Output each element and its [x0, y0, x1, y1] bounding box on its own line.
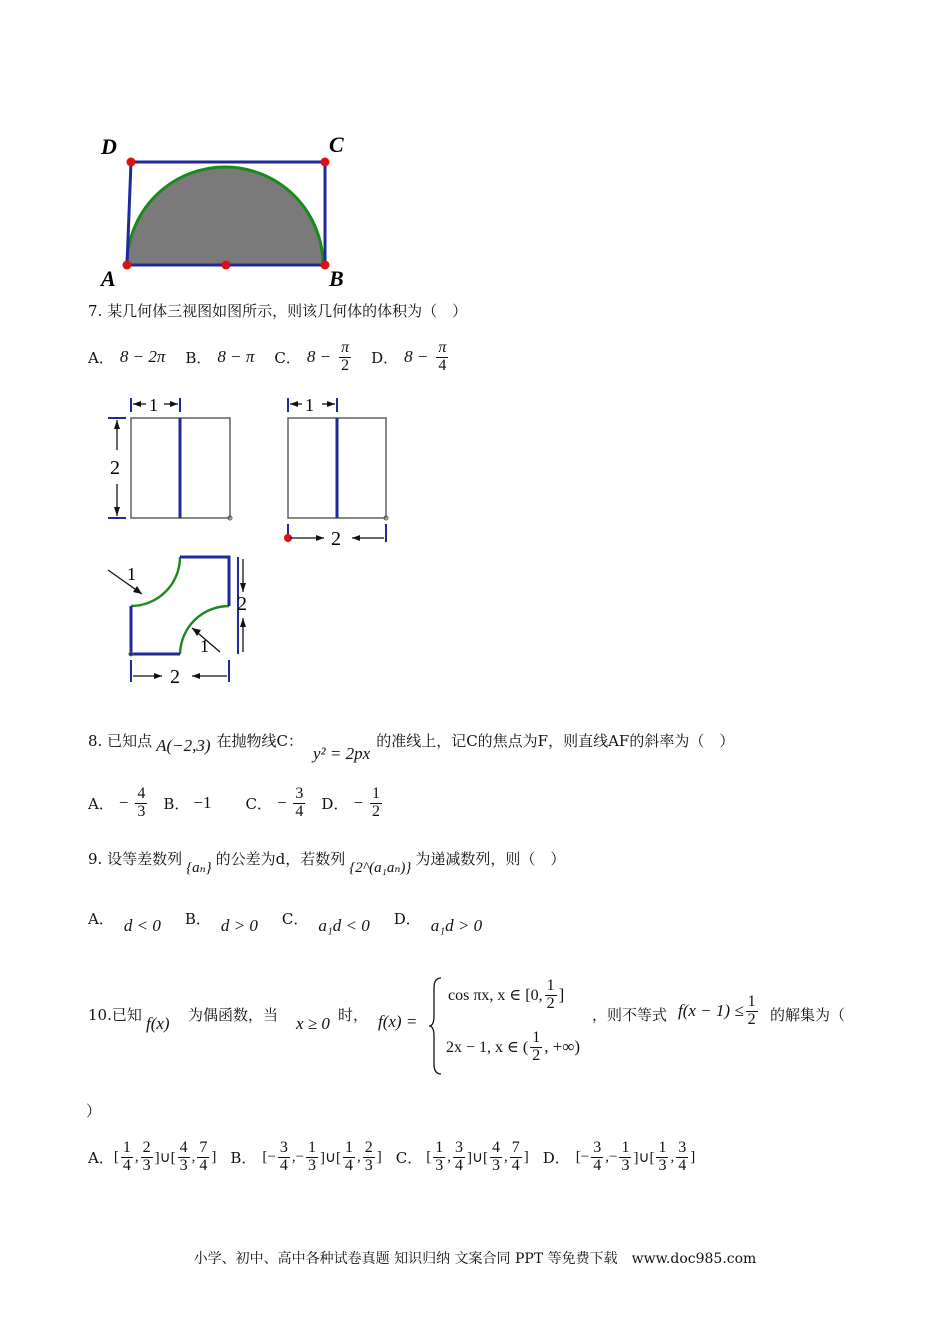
q10-lhs: f(x) =	[378, 1012, 418, 1031]
q7-option-b-label: B．	[185, 348, 212, 367]
num: 2	[142, 1139, 151, 1156]
q7-option-a: 8 − 2π	[119, 347, 166, 367]
q10-mid2: 时，	[338, 1006, 369, 1024]
q8-c-sign: −	[275, 793, 288, 813]
q10-b-close: ]	[376, 1148, 382, 1165]
q10-ineq-frac	[746, 994, 758, 1029]
num: 3	[593, 1139, 602, 1156]
plan-dim-right: 2	[237, 593, 247, 615]
den: 4	[122, 1156, 131, 1174]
q10-d-f1	[591, 1140, 603, 1175]
den: 4	[279, 1156, 288, 1174]
plan-view	[100, 548, 260, 698]
q10-a-close: ]	[211, 1148, 217, 1165]
q8-options	[88, 786, 384, 821]
q10-cond: x ≥ 0	[296, 1014, 330, 1033]
num: 7	[199, 1139, 208, 1156]
q10-option-c-label: C．	[395, 1148, 423, 1167]
q10-a-open: [	[113, 1148, 119, 1165]
q8-d-num: 1	[371, 785, 380, 802]
q10-a-f4	[197, 1140, 209, 1175]
q10-case2-num: 1	[532, 1029, 541, 1046]
num: 3	[455, 1139, 464, 1156]
q10-ineq-num: 1	[747, 993, 756, 1010]
den: 3	[492, 1156, 500, 1174]
den: 3	[308, 1156, 317, 1174]
q7-option-c-label: C．	[274, 348, 301, 367]
q8-c-num: 3	[295, 785, 304, 802]
q10-b-f4	[363, 1140, 375, 1175]
q7-option-d-label: D．	[371, 348, 399, 367]
q10-b-comma: ,−	[291, 1148, 305, 1165]
q10-c-f1	[433, 1140, 445, 1175]
q10-case1-num: 1	[546, 977, 555, 994]
den: 4	[511, 1156, 520, 1174]
q8-stem	[88, 730, 734, 764]
q8-option-b-label: B．	[163, 794, 190, 813]
q10-d-f3	[656, 1140, 668, 1175]
q7-option-d-frac	[436, 340, 448, 375]
den: 4	[455, 1156, 464, 1174]
q9-option-b: d > 0	[220, 916, 258, 935]
num: 1	[621, 1139, 630, 1156]
q9-seq2: {2^(a₁aₙ)}	[349, 860, 412, 876]
q10-b-comma2: ,	[357, 1148, 361, 1165]
q8-point: A(−2,3)	[156, 736, 211, 755]
q8-option-d-frac	[370, 786, 382, 821]
num: 1	[308, 1139, 317, 1156]
num: 3	[279, 1139, 288, 1156]
q10-close: ）	[86, 1102, 102, 1120]
plan-arc1-label: 1	[127, 564, 136, 584]
q10-b-f2	[306, 1140, 318, 1175]
q10-c-f2	[453, 1140, 465, 1175]
q10-d-close: ]	[690, 1148, 696, 1165]
q10-b-f1	[278, 1140, 290, 1175]
q7-option-d-int: 8 −	[404, 347, 429, 367]
q9-option-a-label: A．	[88, 910, 114, 928]
q9-options	[88, 908, 482, 936]
q10-case1-text: cos πx, x ∈ [0,	[448, 987, 543, 1005]
q9-option-b-label: B．	[184, 910, 211, 928]
num: 1	[345, 1139, 354, 1156]
q10-c-comma2: ,	[504, 1148, 508, 1165]
q8-a-num: 4	[137, 785, 146, 802]
q8-option-c-frac	[293, 786, 305, 821]
q7-c-den: 2	[341, 356, 350, 374]
side-dim-top: 1	[305, 395, 314, 415]
q10-c-comma: ,	[447, 1148, 452, 1165]
den: 4	[199, 1156, 208, 1174]
den: 4	[345, 1156, 354, 1174]
q7-option-c-frac	[339, 340, 351, 375]
q10-ineq-text: f(x − 1) ≤	[678, 1001, 744, 1021]
front-dim-top: 1	[149, 395, 158, 415]
q7-options	[88, 340, 450, 375]
q10-options	[88, 1140, 695, 1175]
q10-suffix: 的解集为（	[770, 1006, 846, 1024]
q8-option-b: −1	[193, 793, 212, 813]
q10-ineq-den: 2	[747, 1010, 756, 1028]
page-footer: 小学、初中、高中各种试卷真题 知识归纳 文案合同 PPT 等免费下载 www.doc985.com	[193, 1251, 757, 1267]
q7-c-num: π	[341, 339, 350, 356]
q10-prefix: 10.已知	[88, 1006, 142, 1024]
q10-d-open: [−	[575, 1148, 590, 1165]
q8-suffix: 的准线上，记C的焦点为F，则直线AF的斜率为（ ）	[376, 732, 735, 750]
front-dim-left: 2	[110, 457, 120, 479]
den: 3	[621, 1156, 630, 1174]
side-dim-bottom: 2	[331, 528, 341, 550]
rectangle-semicircle-figure	[95, 128, 365, 288]
plan-dim-bottom: 2	[170, 666, 180, 688]
q10-fx: f(x)	[146, 1014, 170, 1033]
q10-c-f4	[510, 1140, 522, 1175]
q10-a-f3	[178, 1140, 190, 1175]
q8-c-den: 4	[295, 802, 304, 820]
den: 3	[142, 1156, 151, 1174]
num: 4	[492, 1139, 500, 1156]
q7-d-num: π	[438, 339, 447, 356]
q10-case1	[448, 978, 564, 1013]
q10-ineq	[678, 994, 760, 1029]
den: 3	[179, 1156, 188, 1174]
num: 2	[364, 1139, 373, 1156]
q8-option-d-label: D．	[321, 794, 349, 813]
q10-b-open: [−	[262, 1148, 276, 1165]
q8-d-sign: −	[352, 793, 364, 813]
q8-a-den: 3	[137, 802, 146, 820]
q10-c-union: ]∪[	[467, 1149, 488, 1166]
num: 1	[435, 1139, 444, 1156]
q10-d-f2	[619, 1140, 631, 1175]
q10-c-open: [	[426, 1148, 432, 1165]
label-B: B	[329, 266, 344, 288]
q10-b-f3	[343, 1140, 355, 1175]
q10-d-comma: ,−	[605, 1148, 618, 1165]
q8-option-c-label: C．	[245, 794, 272, 813]
q10-a-comma: ,	[134, 1148, 139, 1165]
q9-seq1: {aₙ}	[186, 860, 212, 876]
q7-stem: 7. 某几何体三视图如图所示，则该几何体的体积为（ ）	[88, 302, 468, 320]
q10-b-union: ]∪[	[320, 1149, 342, 1166]
q10-d-comma2: ,	[670, 1148, 675, 1165]
q10-a-comma2: ,	[191, 1148, 196, 1165]
q10-option-b-label: B．	[230, 1148, 257, 1167]
q8-a-sign: −	[117, 793, 130, 813]
q9-option-d: a₁d > 0	[430, 916, 483, 935]
q10-case2-text: 2x − 1, x ∈ (	[446, 1039, 529, 1057]
q8-mid: 在抛物线C：	[216, 732, 304, 750]
q8-prefix: 8. 已知点	[88, 732, 153, 750]
q10-option-d-label: D．	[542, 1148, 570, 1167]
den: 4	[678, 1156, 687, 1174]
q9-suffix: 为递减数列，则（ ）	[415, 850, 566, 868]
den: 4	[593, 1156, 602, 1174]
q10-case2-den: 2	[532, 1046, 541, 1064]
q9-option-c: a₁d < 0	[318, 916, 370, 935]
q9-option-a: d < 0	[123, 916, 161, 935]
num: 1	[658, 1139, 667, 1156]
num: 7	[511, 1139, 520, 1156]
q8-option-a-frac	[135, 786, 147, 821]
label-A: A	[101, 266, 116, 288]
q10-c-close: ]	[523, 1148, 529, 1165]
num: 1	[122, 1139, 131, 1156]
q8-parabola: y² = 2px	[313, 744, 371, 763]
q7-d-den: 4	[438, 356, 447, 374]
den: 3	[435, 1156, 444, 1174]
q10-mid3: ，则不等式	[592, 1006, 668, 1024]
q9-stem	[88, 848, 565, 877]
q10-case2-end: , +∞)	[544, 1037, 581, 1057]
q10-a-f2	[141, 1140, 153, 1175]
q10-option-a-label: A．	[88, 1148, 114, 1167]
q7-option-b: 8 − π	[217, 347, 255, 367]
front-view	[100, 392, 250, 532]
piecewise-brace	[428, 976, 444, 1076]
q9-mid: 的公差为d，若数列	[215, 850, 346, 868]
label-C: C	[329, 132, 344, 157]
den: 3	[658, 1156, 667, 1174]
q10-case1-den: 2	[546, 994, 555, 1012]
num: 3	[678, 1139, 687, 1156]
q10-a-union: ]∪[	[154, 1149, 176, 1166]
q10-case1-end: ]	[558, 985, 565, 1005]
q10-case1-frac	[545, 978, 557, 1013]
q10-case2-frac	[530, 1030, 542, 1065]
q7-option-c-int: 8 −	[306, 347, 332, 367]
q9-prefix: 9. 设等差数列	[88, 850, 183, 868]
num: 4	[179, 1139, 188, 1156]
q10-case2	[446, 1030, 580, 1065]
side-view	[278, 392, 398, 552]
q9-option-c-label: C．	[281, 910, 309, 928]
q10-d-f4	[676, 1140, 688, 1175]
plan-arc2-label: 1	[200, 636, 209, 656]
label-D: D	[101, 134, 117, 159]
q8-d-den: 2	[371, 802, 380, 820]
q10-a-f1	[121, 1140, 133, 1175]
q8-option-a-label: A．	[88, 794, 114, 813]
q9-option-d-label: D．	[393, 910, 421, 928]
den: 3	[364, 1156, 373, 1174]
q10-mid1: 为偶函数，当	[188, 1006, 279, 1024]
q7-option-a-label: A．	[88, 348, 114, 367]
q10-c-f3	[490, 1140, 502, 1175]
q10-d-union: ]∪[	[633, 1149, 655, 1166]
